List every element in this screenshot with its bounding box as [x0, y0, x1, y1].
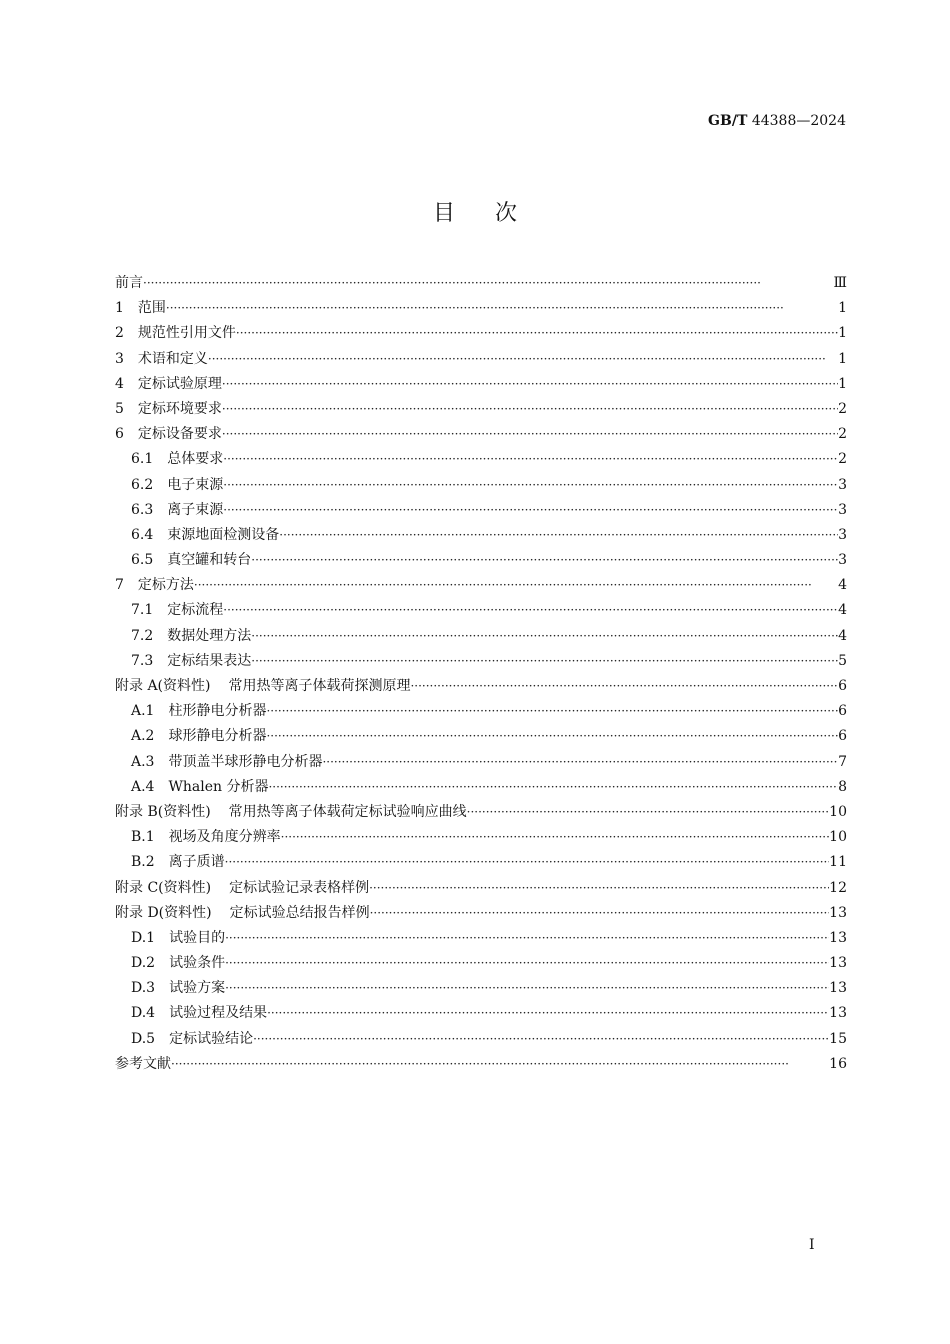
toc-entry-label: Whalen 分析器 — [168, 778, 269, 795]
toc-entry[interactable] — [115, 473, 847, 498]
toc-entry[interactable] — [115, 825, 847, 850]
dot-leader — [166, 296, 838, 321]
dot-leader — [223, 498, 838, 523]
toc-entry-page: 3 — [838, 501, 847, 518]
standard-number — [708, 113, 846, 129]
toc-entry-page: 10 — [829, 829, 847, 846]
dot-leader — [208, 347, 838, 372]
toc-entry[interactable] — [115, 548, 847, 573]
toc-entry-page: 3 — [838, 552, 847, 569]
toc-entry-label: 定标试验总结报告样例 — [229, 904, 370, 921]
toc-entry-label: 真空罐和转台 — [167, 552, 252, 569]
toc-entry-page: 13 — [829, 929, 847, 946]
toc-entry[interactable] — [115, 699, 847, 724]
toc-entry[interactable] — [115, 347, 847, 372]
dot-leader — [370, 901, 830, 926]
toc-entry-number: B.1 — [131, 829, 155, 846]
toc-entry-number: 附录 B(资料性) — [115, 803, 211, 820]
toc-entry-label: 参考文献 — [115, 1055, 171, 1072]
dot-leader — [225, 926, 829, 951]
toc-entry-number: A.2 — [131, 728, 155, 745]
toc-entry[interactable] — [115, 876, 847, 901]
dot-leader — [222, 422, 838, 447]
toc-entry[interactable] — [115, 498, 847, 523]
toc-entry[interactable] — [115, 271, 847, 296]
toc-entry-page: 7 — [838, 753, 847, 770]
toc-entry-page: 13 — [829, 955, 847, 972]
toc-entry-page: 6 — [838, 678, 847, 694]
toc-entry-number: 2 — [115, 325, 124, 342]
toc-entry-number: D.5 — [131, 1030, 156, 1047]
toc-entry-page: 1 — [838, 375, 847, 392]
toc-entry-page: 8 — [838, 778, 847, 795]
toc-entry-label: 柱形静电分析器 — [168, 703, 267, 720]
toc-entry-label: 规范性引用文件 — [137, 325, 236, 342]
toc-entry-page: 3 — [838, 476, 847, 493]
toc-entry-label: 定标试验原理 — [137, 375, 222, 392]
toc-entry[interactable] — [115, 724, 847, 749]
toc-entry-page: 15 — [829, 1030, 847, 1047]
toc-entry-page: Ⅲ — [833, 275, 847, 291]
toc-entry[interactable] — [115, 674, 847, 699]
toc-entry-label: 数据处理方法 — [167, 627, 252, 644]
toc-entry-label: 总体要求 — [167, 451, 224, 468]
dot-leader — [251, 624, 838, 649]
dot-leader — [225, 976, 829, 1001]
toc-entry-number: 7.1 — [131, 602, 154, 619]
dot-leader — [322, 750, 838, 775]
dot-leader — [467, 800, 830, 825]
toc-entry[interactable] — [115, 850, 847, 875]
toc-entry-page: 6 — [838, 728, 847, 745]
dot-leader — [171, 1052, 829, 1077]
toc-entry[interactable] — [115, 775, 847, 800]
toc-entry-page: 3 — [838, 526, 847, 543]
toc-entry-number: D.1 — [131, 929, 156, 946]
toc-entry[interactable] — [115, 976, 847, 1001]
toc-entry[interactable] — [115, 901, 847, 926]
toc-entry-label: 试验过程及结果 — [169, 1005, 268, 1022]
toc-entry[interactable] — [115, 372, 847, 397]
dot-leader — [194, 573, 838, 598]
toc-entry[interactable] — [115, 523, 847, 548]
toc-entry-number: 6.4 — [131, 526, 154, 543]
toc-entry-page: 1 — [838, 300, 847, 317]
toc-entry-page: 16 — [829, 1055, 847, 1072]
toc-entry[interactable] — [115, 573, 847, 598]
toc-entry[interactable] — [115, 624, 847, 649]
toc-entry[interactable] — [115, 1027, 847, 1052]
toc-entry-label: 定标流程 — [167, 602, 224, 619]
toc-entry-number: 1 — [115, 300, 124, 317]
toc-entry-number: 6.2 — [131, 476, 154, 493]
toc-entry-label: 定标设备要求 — [137, 426, 222, 443]
toc-entry-number: 5 — [115, 400, 124, 417]
toc-entry-page: 13 — [829, 1005, 847, 1022]
page-title: 目次 — [432, 201, 557, 226]
toc-entry-label: 定标试验结论 — [169, 1030, 254, 1047]
toc-entry[interactable] — [115, 649, 847, 674]
dot-leader — [266, 699, 838, 724]
page-number: I — [809, 1237, 815, 1253]
dot-leader — [410, 674, 838, 699]
toc-entry-label: 视场及角度分辨率 — [168, 829, 281, 846]
toc-entry[interactable] — [115, 1001, 847, 1026]
toc-entry[interactable] — [115, 598, 847, 623]
dot-leader — [266, 724, 838, 749]
standard-number-value: 44388—2024 — [751, 113, 846, 129]
standard-code: GB/T — [708, 113, 748, 129]
dot-leader — [279, 523, 838, 548]
dot-leader — [253, 1027, 829, 1052]
toc-entry-label: 定标结果表达 — [167, 652, 252, 669]
dot-leader — [225, 951, 829, 976]
toc-entry[interactable] — [115, 397, 847, 422]
toc-entry-number: A.1 — [131, 703, 155, 720]
dot-leader — [223, 473, 838, 498]
toc-entry[interactable] — [115, 1052, 847, 1077]
toc-entry-number: A.4 — [131, 778, 155, 795]
toc-entry[interactable] — [115, 750, 847, 775]
toc-entry-number: 3 — [115, 350, 124, 367]
toc-entry-label: 定标方法 — [137, 577, 194, 594]
toc-entry-number: 7.3 — [131, 652, 154, 669]
dot-leader — [223, 447, 838, 472]
dot-leader — [369, 876, 829, 901]
toc-entry-number: D.4 — [131, 1005, 156, 1022]
dot-leader — [223, 598, 838, 623]
dot-leader — [267, 1001, 829, 1026]
toc-entry-label: 定标试验记录表格样例 — [229, 879, 370, 896]
toc-entry-page: 2 — [838, 400, 847, 417]
toc-entry[interactable] — [115, 447, 847, 472]
toc-entry-page: 4 — [838, 627, 847, 644]
toc-entry[interactable] — [115, 422, 847, 447]
toc-entry-number: B.2 — [131, 854, 155, 871]
toc-entry-label: 离子束源 — [167, 501, 224, 518]
toc-entry[interactable] — [115, 951, 847, 976]
toc-entry-label: 常用热等离子体载荷探测原理 — [228, 678, 411, 694]
toc-entry-number: 附录 C(资料性) — [115, 879, 212, 896]
toc-entry-number: 附录 D(资料性) — [115, 904, 212, 921]
toc-entry-number: D.2 — [131, 955, 156, 972]
dot-leader — [251, 548, 838, 573]
toc-entry[interactable] — [115, 321, 847, 346]
table-of-contents — [115, 271, 847, 1077]
toc-entry-page: 13 — [829, 904, 847, 921]
toc-entry-page: 11 — [829, 854, 847, 871]
toc-entry[interactable] — [115, 296, 847, 321]
toc-entry-page: 5 — [838, 652, 847, 669]
dot-leader — [251, 649, 838, 674]
toc-entry-label: 试验条件 — [169, 955, 226, 972]
toc-entry-label: 试验方案 — [169, 980, 226, 997]
toc-entry-label: 范围 — [137, 300, 166, 317]
toc-entry-number: 4 — [115, 375, 124, 392]
toc-entry-label: 常用热等离子体载荷定标试验响应曲线 — [228, 803, 467, 820]
toc-entry-label: 束源地面检测设备 — [167, 526, 280, 543]
dot-leader — [281, 825, 830, 850]
toc-entry-label: 试验目的 — [169, 929, 226, 946]
toc-entry-page: 2 — [838, 451, 847, 468]
dot-leader — [222, 372, 838, 397]
toc-entry-page: 2 — [838, 426, 847, 443]
toc-entry-number: 6.5 — [131, 552, 154, 569]
toc-entry-number: 7.2 — [131, 627, 154, 644]
dot-leader — [143, 271, 833, 296]
toc-entry-label: 术语和定义 — [137, 350, 208, 367]
toc-entry-label: 定标环境要求 — [137, 400, 222, 417]
toc-entry-page: 10 — [829, 803, 847, 820]
toc-entry-page: 1 — [838, 325, 847, 342]
toc-entry-page: 13 — [829, 980, 847, 997]
toc-entry-page: 4 — [838, 602, 847, 619]
toc-entry[interactable] — [115, 800, 847, 825]
toc-entry-label: 前言 — [115, 275, 143, 291]
toc-entry-page: 6 — [838, 703, 847, 720]
toc-entry-page: 12 — [829, 879, 847, 896]
toc-entry-page: 4 — [838, 577, 847, 594]
toc-entry-label: 球形静电分析器 — [168, 728, 267, 745]
toc-entry-number: A.3 — [131, 753, 155, 770]
toc-entry-number: 6 — [115, 426, 124, 443]
toc-entry-number: 6.3 — [131, 501, 154, 518]
toc-entry-page: 1 — [838, 350, 847, 367]
dot-leader — [268, 775, 838, 800]
toc-entry-number: 附录 A(资料性) — [115, 678, 211, 694]
toc-entry-number: 6.1 — [131, 451, 154, 468]
toc-entry[interactable] — [115, 926, 847, 951]
dot-leader — [222, 397, 838, 422]
toc-entry-number: D.3 — [131, 980, 156, 997]
toc-entry-number: 7 — [115, 577, 124, 594]
toc-entry-label: 电子束源 — [167, 476, 224, 493]
toc-entry-label: 离子质谱 — [168, 854, 225, 871]
toc-entry-label: 带顶盖半球形静电分析器 — [168, 753, 323, 770]
dot-leader — [236, 321, 838, 346]
dot-leader — [225, 850, 830, 875]
